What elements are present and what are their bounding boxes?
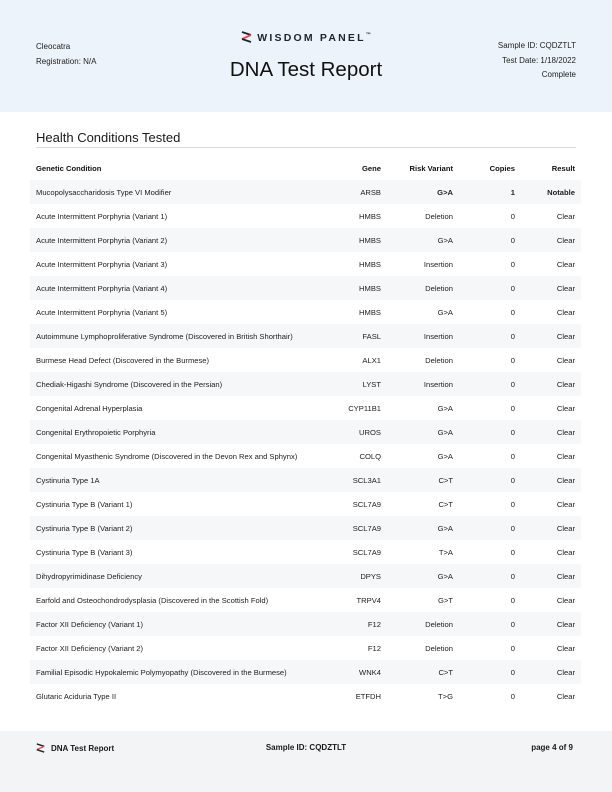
risk-variant-cell: T>G xyxy=(438,691,453,701)
gene-cell: HMBS xyxy=(317,276,387,300)
copies-cell: 0 xyxy=(510,211,515,221)
risk-variant-cell: C>T xyxy=(387,468,459,492)
condition-cell: Factor XII Deficiency (Variant 2) xyxy=(36,643,144,653)
gene-cell: F12 xyxy=(317,612,387,636)
risk-variant-cell: G>A xyxy=(387,420,459,444)
copies-cell: 0 xyxy=(459,420,521,444)
condition-cell: Cystinuria Type B (Variant 1) xyxy=(36,499,133,509)
gene-cell: HMBS xyxy=(359,259,381,269)
condition-cell: Autoimmune Lymphoproliferative Syndrome (Discovered in British Shorthair) xyxy=(30,324,317,348)
header-condition: Genetic Condition xyxy=(36,163,102,173)
gene-cell: ARSB xyxy=(317,180,387,204)
risk-variant-cell: Deletion xyxy=(425,211,453,221)
risk-variant-cell: Deletion xyxy=(425,643,453,653)
copies-cell: 0 xyxy=(459,564,521,588)
result-cell: Clear xyxy=(521,516,581,540)
result-cell: Clear xyxy=(556,307,575,317)
header-copies: Copies xyxy=(489,163,515,173)
test-status: Complete xyxy=(541,70,576,79)
copies-cell: 0 xyxy=(459,276,521,300)
condition-cell: Factor XII Deficiency (Variant 1) xyxy=(30,612,317,636)
table-header-row xyxy=(30,156,581,180)
copies-cell: 0 xyxy=(459,516,521,540)
table-row xyxy=(30,348,581,372)
gene-cell: SCL7A9 xyxy=(352,499,381,509)
result-cell: Clear xyxy=(556,259,575,269)
condition-cell: Familial Episodic Hypokalemic Polymyopathy (Discovered in the Burmese) xyxy=(30,660,317,684)
pet-name: Cleocatra xyxy=(36,42,71,51)
copies-cell: 0 xyxy=(510,499,515,509)
gene-cell: SCL3A1 xyxy=(317,468,387,492)
gene-cell: SCL7A9 xyxy=(352,547,381,557)
page-title: DNA Test Report xyxy=(229,58,383,81)
gene-cell: HMBS xyxy=(359,307,381,317)
risk-variant-cell: G>A xyxy=(437,451,453,461)
gene-cell: COLQ xyxy=(359,451,381,461)
condition-cell: Cystinuria Type 1A xyxy=(30,468,317,492)
report-footer xyxy=(0,731,612,792)
table-row xyxy=(30,444,581,468)
table-row xyxy=(30,372,581,396)
table-row xyxy=(30,540,581,564)
table-row xyxy=(30,468,581,492)
gene-cell: CYP11B1 xyxy=(348,403,381,413)
gene-cell: UROS xyxy=(317,420,387,444)
condition-cell: Earfold and Osteochondrodysplasia (Discovered in the Scottish Fold) xyxy=(36,595,269,605)
condition-cell: Congenital Myasthenic Syndrome (Discovered in the Devon Rex and Sphynx) xyxy=(36,451,298,461)
table-row xyxy=(30,396,581,420)
result-cell: Clear xyxy=(521,468,581,492)
risk-variant-cell: G>A xyxy=(437,307,453,317)
report-header xyxy=(0,0,612,112)
gene-cell: HMBS xyxy=(359,211,381,221)
table-row xyxy=(30,660,581,684)
result-cell: Notable xyxy=(521,180,581,204)
sample-id: Sample ID: CQDZTLT xyxy=(497,41,576,50)
test-date: Test Date: 1/18/2022 xyxy=(502,55,576,65)
condition-cell: Cystinuria Type B (Variant 3) xyxy=(36,547,133,557)
footer-sample-id: Sample ID: CQDZTLT xyxy=(265,743,347,752)
table-row xyxy=(30,588,581,612)
copies-cell: 0 xyxy=(510,691,515,701)
result-cell: Clear xyxy=(521,372,581,396)
condition-cell: Acute Intermittent Porphyria (Variant 2) xyxy=(30,228,317,252)
table-row xyxy=(30,324,581,348)
result-cell: Clear xyxy=(556,691,575,701)
header-result: Result xyxy=(551,163,575,173)
risk-variant-cell: Insertion xyxy=(387,324,459,348)
table-row xyxy=(30,300,581,324)
page-number: page 4 of 9 xyxy=(531,743,573,752)
copies-cell: 0 xyxy=(459,660,521,684)
condition-cell: Cystinuria Type B (Variant 2) xyxy=(30,516,317,540)
table-row xyxy=(30,492,581,516)
copies-cell: 0 xyxy=(510,403,515,413)
condition-cell: Acute Intermittent Porphyria (Variant 5) xyxy=(36,307,168,317)
condition-cell: Burmese Head Defect (Discovered in the Burmese) xyxy=(36,355,210,365)
table-row xyxy=(30,180,581,204)
gene-cell: F12 xyxy=(367,643,381,653)
result-cell: Clear xyxy=(556,643,575,653)
condition-cell: Acute Intermittent Porphyria (Variant 1) xyxy=(36,211,168,221)
table-row xyxy=(30,276,581,300)
copies-cell: 0 xyxy=(459,228,521,252)
table-row xyxy=(30,252,581,276)
table-row xyxy=(30,684,581,708)
health-conditions-table xyxy=(30,156,581,708)
copies-cell: 0 xyxy=(459,612,521,636)
registration: Registration: N/A xyxy=(36,57,97,66)
header-gene: Gene xyxy=(362,163,381,173)
table-row xyxy=(30,204,581,228)
gene-cell: DPYS xyxy=(317,564,387,588)
trademark: ™ xyxy=(365,32,371,38)
risk-variant-cell: G>T xyxy=(438,595,453,605)
risk-variant-cell: C>T xyxy=(387,660,459,684)
condition-cell: Acute Intermittent Porphyria (Variant 4) xyxy=(30,276,317,300)
result-cell: Clear xyxy=(556,451,575,461)
condition-cell: Congenital Adrenal Hyperplasia xyxy=(36,403,143,413)
condition-cell: Mucopolysaccharidosis Type VI Modifier xyxy=(30,180,317,204)
gene-cell: SCL7A9 xyxy=(317,516,387,540)
result-cell: Clear xyxy=(521,324,581,348)
risk-variant-cell: Insertion xyxy=(423,259,453,269)
copies-cell: 0 xyxy=(510,643,515,653)
risk-variant-cell: G>A xyxy=(387,180,459,204)
copies-cell: 0 xyxy=(510,451,515,461)
header-risk-variant: Risk Variant xyxy=(409,163,453,173)
section-title: Health Conditions Tested xyxy=(36,130,181,145)
condition-cell: Chediak-Higashi Syndrome (Discovered in the Persian) xyxy=(30,372,317,396)
result-cell: Clear xyxy=(521,276,581,300)
table-row xyxy=(30,564,581,588)
risk-variant-cell: Insertion xyxy=(387,372,459,396)
wisdom-panel-logo-icon xyxy=(241,31,252,43)
risk-variant-cell: Deletion xyxy=(425,355,453,365)
result-cell: Clear xyxy=(521,564,581,588)
result-cell: Clear xyxy=(521,660,581,684)
table-row xyxy=(30,228,581,252)
result-cell: Clear xyxy=(521,228,581,252)
condition-cell: Acute Intermittent Porphyria (Variant 3) xyxy=(36,259,168,269)
copies-cell: 0 xyxy=(510,595,515,605)
condition-cell: Glutaric Aciduria Type II xyxy=(36,691,117,701)
table-row xyxy=(30,420,581,444)
risk-variant-cell: T>A xyxy=(438,547,453,557)
footer-doc-title: DNA Test Report xyxy=(51,744,115,753)
gene-cell: TRPV4 xyxy=(356,595,381,605)
copies-cell: 0 xyxy=(510,307,515,317)
result-cell: Clear xyxy=(556,499,575,509)
gene-cell: FASL xyxy=(317,324,387,348)
copies-cell: 0 xyxy=(459,372,521,396)
result-cell: Clear xyxy=(521,612,581,636)
copies-cell: 0 xyxy=(510,355,515,365)
copies-cell: 0 xyxy=(510,547,515,557)
gene-cell: WNK4 xyxy=(317,660,387,684)
risk-variant-cell: G>A xyxy=(387,228,459,252)
copies-cell: 0 xyxy=(459,468,521,492)
risk-variant-cell: G>A xyxy=(437,403,453,413)
table-row xyxy=(30,516,581,540)
table-row xyxy=(30,636,581,660)
result-cell: Clear xyxy=(521,420,581,444)
section-divider xyxy=(36,147,576,148)
sample-info xyxy=(498,39,576,83)
copies-cell: 0 xyxy=(510,259,515,269)
result-cell: Clear xyxy=(556,595,575,605)
risk-variant-cell: Deletion xyxy=(387,612,459,636)
copies-cell: 1 xyxy=(459,180,521,204)
gene-cell: ALX1 xyxy=(362,355,381,365)
condition-cell: Congenital Erythropoietic Porphyria xyxy=(30,420,317,444)
gene-cell: HMBS xyxy=(317,228,387,252)
brand-name: WISDOM PANEL xyxy=(257,32,366,44)
risk-variant-cell: Deletion xyxy=(387,276,459,300)
risk-variant-cell: C>T xyxy=(438,499,453,509)
table-row xyxy=(30,612,581,636)
risk-variant-cell: G>A xyxy=(387,564,459,588)
result-cell: Clear xyxy=(556,547,575,557)
gene-cell: LYST xyxy=(317,372,387,396)
copies-cell: 0 xyxy=(459,324,521,348)
risk-variant-cell: G>A xyxy=(387,516,459,540)
condition-cell: Dihydropyrimidinase Deficiency xyxy=(30,564,317,588)
gene-cell: ETFDH xyxy=(355,691,381,701)
result-cell: Clear xyxy=(556,211,575,221)
result-cell: Clear xyxy=(556,403,575,413)
result-cell: Clear xyxy=(556,355,575,365)
